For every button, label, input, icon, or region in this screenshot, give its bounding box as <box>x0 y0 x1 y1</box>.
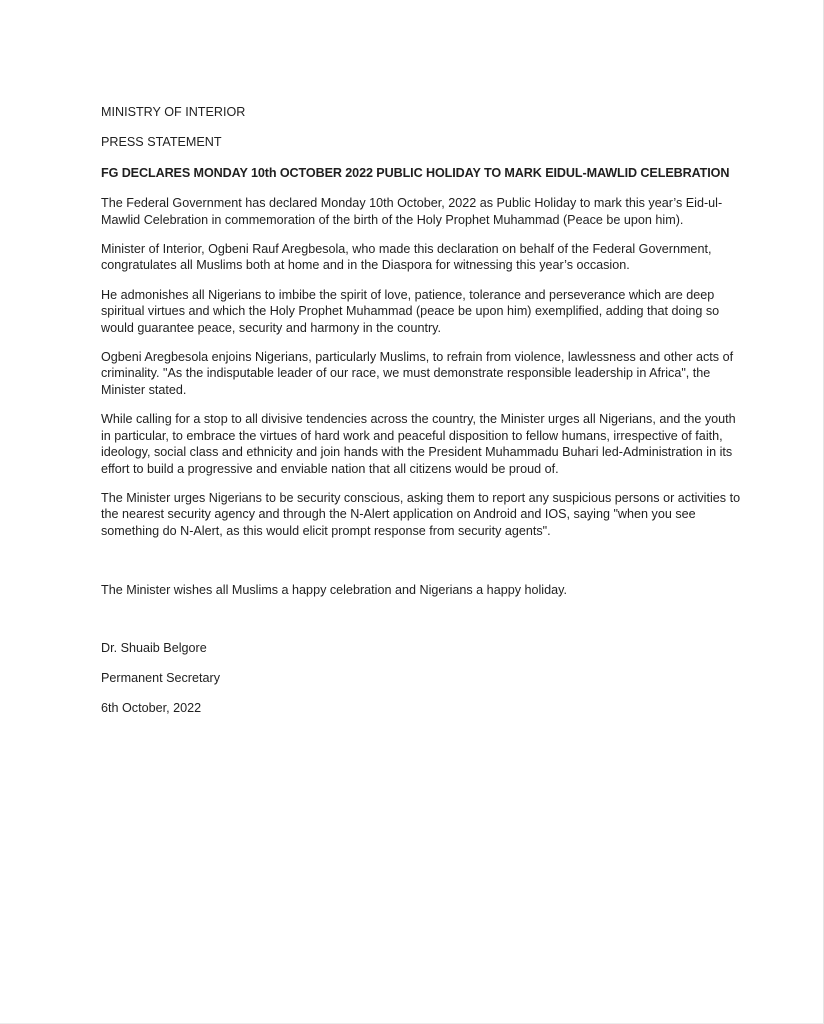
ministry-name: MINISTRY OF INTERIOR <box>101 105 246 119</box>
spacer <box>101 552 741 582</box>
spacer <box>101 612 741 640</box>
statement-date: 6th October, 2022 <box>101 701 202 716</box>
signatory-title: Permanent Secretary <box>101 670 220 685</box>
paragraph: While calling for a stop to all divisive tendencies across the country, the Minister urges all Nigerians, and the youth in particular, to embrace the virtues of hard work and peaceful disposition to fellow humans, irrespective of faith, ideology, social class and ethnicity and join hands with the President Muhammadu Buhari led-Administration in its effort to build a progressive and enviable nation that all citizens would be proud of. <box>101 412 736 476</box>
paragraph: Minister of Interior, Ogbeni Rauf Aregbesola, who made this declaration on behalf of the Federal Government, congratulates all Muslims both at home and in the Diaspora for witnessing this year’s occasion. <box>101 242 712 273</box>
paragraph: He admonishes all Nigerians to imbibe the spirit of love, patience, tolerance and perseverance which are deep spiritual virtues and which the Holy Prophet Muhammad (peace be upon him) exemplified, adding that doing so would guarantee peace, security and harmony in the country. <box>101 287 720 335</box>
document-type: PRESS STATEMENT <box>101 135 222 150</box>
paragraph: The Minister urges Nigerians to be security conscious, asking them to report any suspicious persons or activities to the nearest security agency and through the N-Alert application on Android and IOS, saying "when you see something do N-Alert, as this would elicit prompt response from security agents". <box>101 490 741 538</box>
paragraph: The Federal Government has declared Monday 10th October, 2022 as Public Holiday to mark this year’s Eid-ul-Mawlid Celebration in commemoration of the birth of the Holy Prophet Muhammad (Peace be upon him). <box>101 196 723 227</box>
press-headline: FG DECLARES MONDAY 10th OCTOBER 2022 PUBLIC HOLIDAY TO MARK EIDUL-MAWLID CELEBRATION <box>101 165 730 180</box>
paragraph: Ogbeni Aregbesola enjoins Nigerians, particularly Muslims, to refrain from violence, lawlessness and other acts of criminality. "As the indisputable leader of our race, we must demonstrate responsible leadership in Africa", the Minister stated. <box>101 350 734 397</box>
signatory-name: Dr. Shuaib Belgore <box>101 640 207 655</box>
closing-paragraph: The Minister wishes all Muslims a happy celebration and Nigerians a happy holiday. <box>101 583 567 598</box>
document-body <box>101 104 741 731</box>
